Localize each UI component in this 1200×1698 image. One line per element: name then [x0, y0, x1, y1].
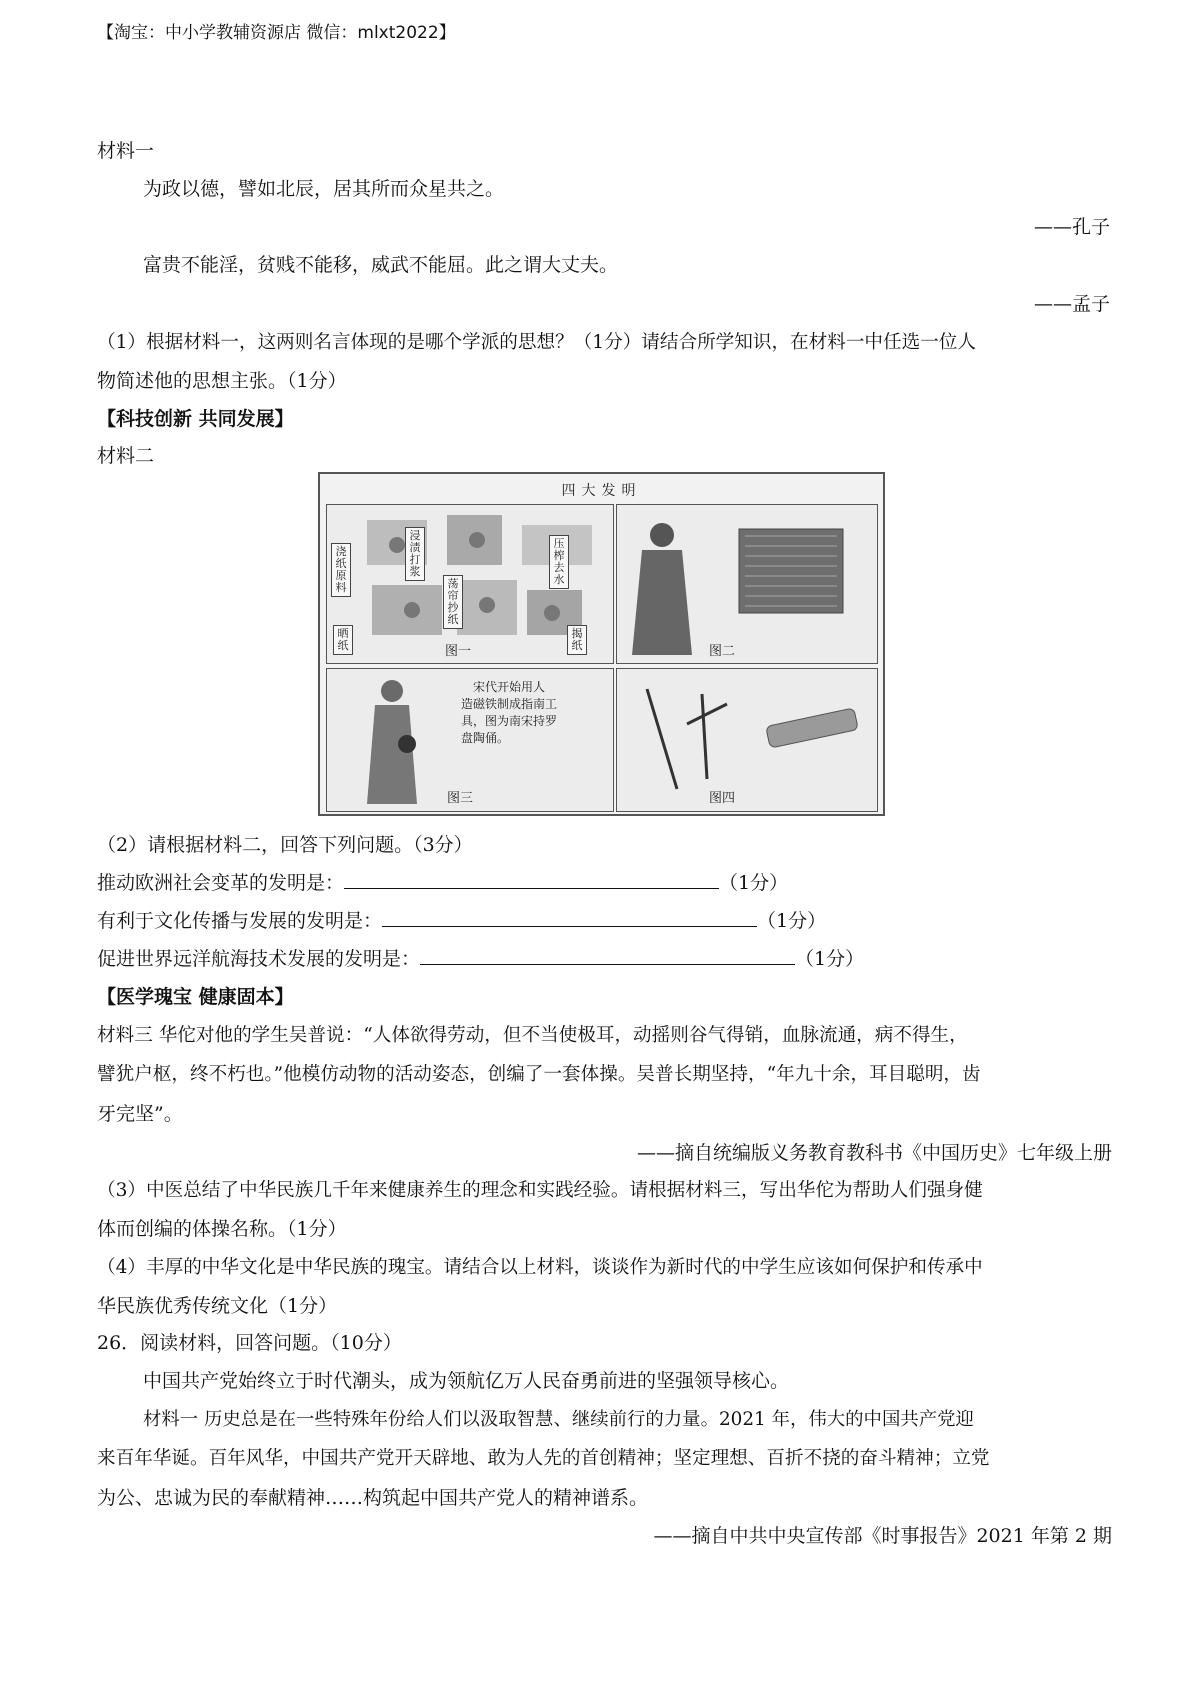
- question-4-line-2: 华民族优秀传统文化（1分）: [97, 1295, 338, 1317]
- figure-label-3: 图三: [447, 791, 474, 806]
- gunpowder-weapons-illustration: [617, 669, 876, 810]
- fill-blank-1: [97, 870, 788, 896]
- blank-2-score: （1分）: [757, 910, 827, 932]
- section-heading-medicine: 【医学瑰宝 健康固本】: [97, 986, 294, 1008]
- answer-blank-1[interactable]: [344, 870, 719, 889]
- header-watermark: 【淘宝：中小学教辅资源店 微信：mlxt2022】: [97, 23, 456, 43]
- material-1-label: 材料一: [97, 140, 155, 162]
- material-3-line-1: 材料三 华佗对他的学生吴普说：“人体欲得劳动，但不当使极耳，动摇则谷气得销，血脉流通，病不得生，: [97, 1025, 968, 1046]
- question-3-line-2: 体而创编的体操名称。（1分）: [97, 1218, 347, 1240]
- step-label: 压榨去水: [549, 535, 569, 589]
- compass-caption-line: 具，图为南宋持罗: [461, 714, 558, 728]
- quote-author-confucius: ——孔子: [1033, 216, 1110, 238]
- compass-caption-line: 造磁铁制成指南工: [461, 697, 558, 711]
- blank-2-label: 有利于文化传播与发展的发明是：: [97, 910, 383, 932]
- quote-mencius: 富贵不能淫，贫贱不能移，威武不能屈。此之谓大丈夫。: [143, 254, 619, 276]
- material-3-line-3: 牙完坚”。: [97, 1103, 183, 1125]
- question-26-intro: 中国共产党始终立于时代潮头，成为领航亿万人民奋勇前进的坚强领导核心。: [143, 1370, 790, 1392]
- step-label: 晒纸: [333, 625, 353, 655]
- material-3-line-2: 譬犹户枢，终不朽也。”他模仿动物的活动姿态，创编了一套体操。吴普长期坚持，“年九十余，耳目聪明，齿: [97, 1064, 981, 1085]
- figure-label-4: 图四: [709, 791, 736, 806]
- printing-illustration: [617, 505, 876, 662]
- fill-blank-3: [97, 946, 864, 972]
- question-2: （2）请根据材料二，回答下列问题。（3分）: [97, 834, 473, 856]
- material-2-label: 材料二: [97, 445, 155, 467]
- question-3-line-1: （3）中医总结了中华民族几千年来健康养生的理念和实践经验。请根据材料三，写出华佗为帮助人们强身健: [97, 1180, 983, 1201]
- answer-blank-3[interactable]: [420, 946, 795, 965]
- panel-compass: [326, 668, 614, 812]
- question-1-line-1: （1）根据材料一，这两则名言体现的是哪个学派的思想？（1分）请结合所学知识，在材料一中任选一位人: [97, 332, 976, 353]
- panel-gunpowder: [616, 668, 878, 812]
- step-label: 揭纸: [567, 625, 587, 655]
- question-26: 26．阅读材料，回答问题。（10分）: [97, 1332, 402, 1354]
- fill-blank-2: [97, 908, 826, 934]
- figure-label-2: 图二: [709, 644, 736, 659]
- blank-1-label: 推动欧洲社会变革的发明是：: [97, 872, 345, 894]
- figure-label-1: 图一: [445, 644, 472, 659]
- blank-3-label: 促进世界远洋航海技术发展的发明是：: [97, 948, 421, 970]
- figure-title: 四大发明: [561, 483, 642, 499]
- quote-author-mencius: ——孟子: [1033, 293, 1110, 315]
- compass-caption-line: 盘陶俑。: [461, 731, 510, 745]
- section-heading-tech: 【科技创新 共同发展】: [97, 408, 294, 430]
- material-1b-line-3: 为公、忠诚为民的奉献精神……构筑起中国共产党人的精神谱系。: [97, 1487, 649, 1509]
- step-label: 浇纸原料: [331, 543, 351, 597]
- material-1b-source: ——摘自中共中央宣传部《时事报告》2021 年第 2 期: [653, 1525, 1112, 1547]
- panel-printing: [616, 504, 878, 664]
- panel-papermaking: [326, 504, 614, 664]
- four-inventions-figure: [318, 472, 885, 816]
- material-3-source: ——摘自统编版义务教育教科书《中国历史》七年级上册: [636, 1142, 1112, 1164]
- material-1b-line-1: 材料一 历史总是在一些特殊年份给人们以汲取智慧、继续前行的力量。2021 年，伟大的中国共产党迎: [143, 1409, 974, 1430]
- blank-1-score: （1分）: [719, 872, 789, 894]
- compass-caption-line: 宋代开始用人: [473, 680, 546, 694]
- step-label: 浸渍打浆: [405, 527, 425, 581]
- material-1b-line-2: 来百年华诞。百年风华，中国共产党开天辟地、敢为人先的首创精神；坚定理想、百折不挠的奋斗精神；立党: [97, 1448, 990, 1469]
- answer-blank-2[interactable]: [382, 908, 757, 927]
- compass-caption: [461, 679, 557, 747]
- quote-confucius: 为政以德，譬如北辰，居其所而众星共之。: [143, 178, 505, 200]
- blank-3-score: （1分）: [795, 948, 865, 970]
- step-label: 荡帘抄纸: [443, 575, 463, 629]
- question-1-line-2: 物简述他的思想主张。（1分）: [97, 370, 347, 392]
- question-4-line-1: （4）丰厚的中华文化是中华民族的瑰宝。请结合以上材料，谈谈作为新时代的中学生应该如何保护和传承中: [97, 1257, 983, 1278]
